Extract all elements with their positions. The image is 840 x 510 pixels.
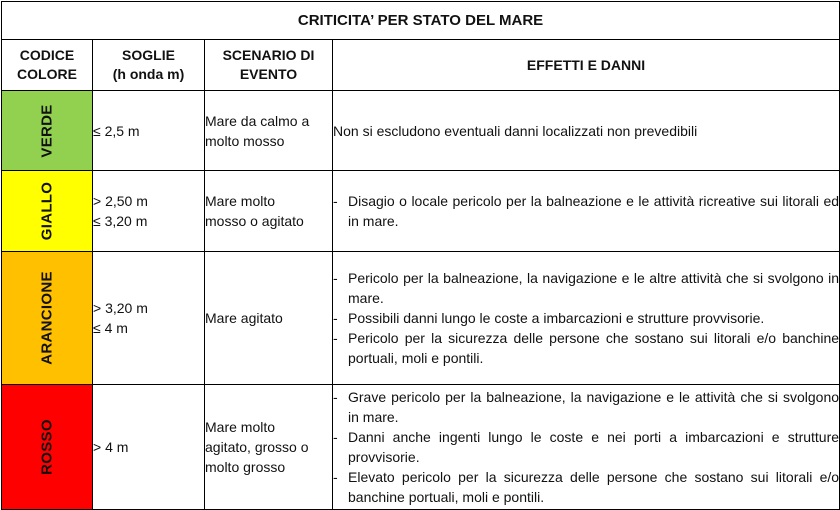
effects-list [333, 191, 839, 231]
effects-cell-giallo [333, 171, 840, 252]
table-title: CRITICITA’ PER STATO DEL MARE [2, 2, 840, 40]
header-codice-line-1: CODICE [19, 47, 75, 63]
code-label-arancione: ARANCIONE [38, 271, 56, 365]
effects-cell-arancione [333, 252, 840, 385]
effect-text: Non si escludono eventuali danni localizzati non prevedibili [333, 122, 698, 139]
effect-item: - Pericolo per la balneazione, la navigazione e le altre attività che si svolgono in mare. [333, 268, 839, 308]
effect-item: - Danni anche ingenti lungo le coste e nei porti a imbarcazioni e strutture provvisorie. [333, 427, 839, 467]
soglie-value: > 2,50 m [93, 193, 148, 209]
soglie-value: ≤ 3,20 m [93, 213, 148, 229]
code-label-verde: VERDE [38, 103, 56, 158]
header-codice-line-2: COLORE [17, 66, 77, 82]
code-cell-rosso [2, 385, 93, 510]
scenario-line: mosso o agitato [205, 213, 304, 229]
criticity-table [1, 1, 840, 510]
header-soglie-line-1: SOGLIE [122, 47, 175, 63]
header-row [2, 40, 840, 91]
scenario-cell-rosso [205, 385, 333, 510]
code-cell-arancione [2, 252, 93, 385]
effect-item: - Elevato pericolo per la sicurezza delle persone che sostano sui litorali e/o banchine portuali, moli e pontili. [333, 467, 839, 507]
soglie-cell-rosso [93, 385, 205, 510]
header-effetti: EFFETTI E DANNI [333, 40, 840, 91]
scenario-line: molto mosso [205, 132, 285, 149]
header-soglie-line-2: (h onda m) [112, 66, 185, 82]
row-verde [2, 91, 840, 171]
header-scenario [205, 40, 333, 91]
scenario-cell-arancione [205, 252, 333, 385]
scenario-cell-giallo [205, 171, 333, 252]
effect-item: - Disagio o locale pericolo per la balneazione e le attività ricreative sui litorali ed in mare. [333, 191, 839, 231]
code-cell-giallo [2, 171, 93, 252]
row-arancione [2, 252, 840, 385]
soglie-value: > 3,20 m [93, 300, 148, 316]
header-soglie [93, 40, 205, 91]
soglie-cell-verde [93, 91, 205, 171]
effect-item: - Grave pericolo per la balneazione, la navigazione e le attività che si svolgono in mare. [333, 387, 839, 427]
scenario-line: Mare da calmo a [205, 112, 310, 129]
header-codice-colore [2, 40, 93, 91]
scenario-line: Mare molto [205, 193, 276, 209]
code-label-giallo: GIALLO [38, 181, 56, 241]
soglie-value: ≤ 2,5 m [93, 122, 140, 139]
effects-cell-rosso [333, 385, 840, 510]
scenario-line: Mare agitato [205, 310, 283, 326]
effect-item: - Pericolo per la sicurezza delle persone che sostano sui litorali e/o banchine portuali, moli e pontili. [333, 328, 839, 368]
header-scenario-line-2: EVENTO [239, 66, 298, 82]
scenario-line: agitato, grosso o [205, 439, 309, 455]
effects-list [333, 387, 839, 507]
code-label-rosso: ROSSO [38, 419, 56, 475]
soglie-cell-giallo [93, 171, 205, 252]
row-rosso [2, 385, 840, 510]
effect-item: - Possibili danni lungo le coste a imbarcazioni e strutture provvisorie. [333, 308, 839, 328]
effects-list [333, 268, 839, 368]
soglie-cell-arancione [93, 252, 205, 385]
soglie-value: ≤ 4 m [93, 320, 128, 336]
scenario-line: molto grosso [205, 459, 286, 475]
code-cell-verde [2, 91, 93, 171]
scenario-cell-verde [205, 91, 333, 171]
scenario-line: Mare molto [205, 419, 276, 435]
header-scenario-line-1: SCENARIO DI [222, 47, 315, 63]
soglie-value: > 4 m [93, 439, 129, 455]
effects-cell-verde [333, 91, 840, 171]
row-giallo [2, 171, 840, 252]
